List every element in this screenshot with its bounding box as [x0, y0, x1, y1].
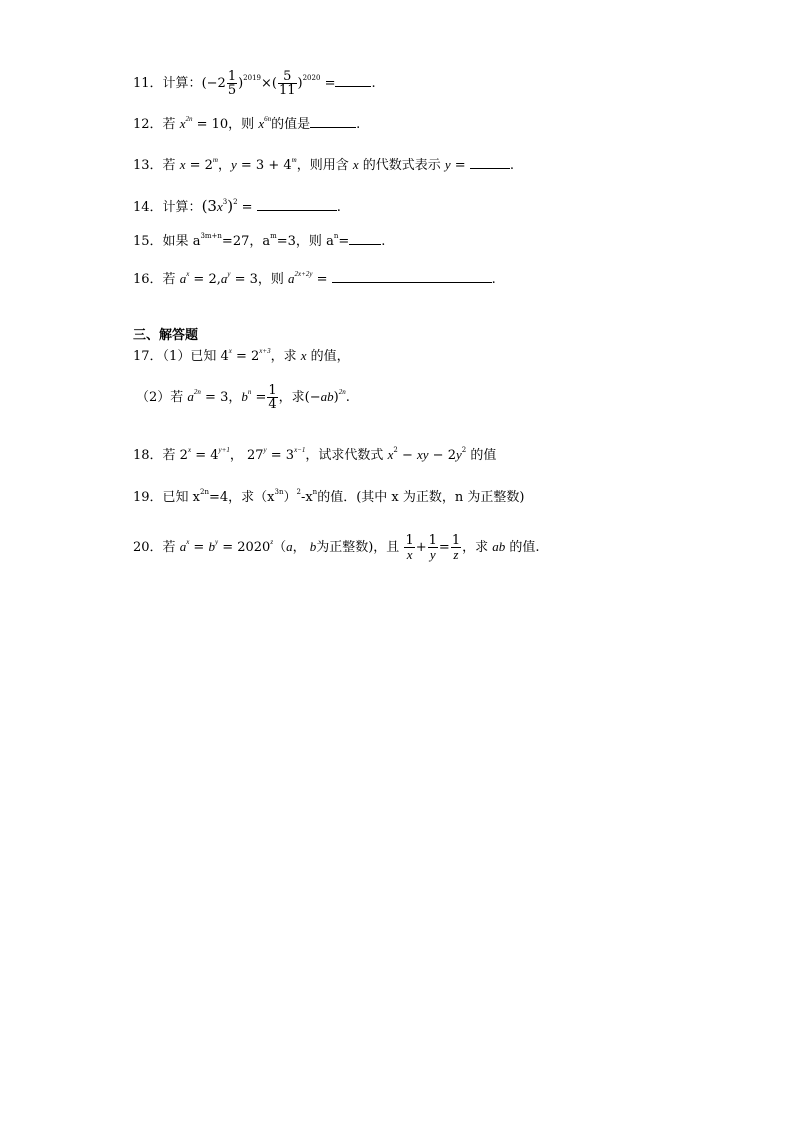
exponent: m [270, 232, 277, 240]
question-text: ， [292, 540, 310, 555]
answer-blank[interactable] [332, 282, 492, 283]
math-term: ) [333, 390, 339, 405]
punctuation: . [509, 158, 514, 173]
fraction-denominator: z [453, 547, 459, 562]
variable: y [230, 157, 237, 172]
math-operator: = [251, 390, 267, 405]
question-text: ，试求代数式 [305, 448, 388, 463]
punctuation: . [491, 272, 496, 287]
fraction-numerator: 1 [451, 533, 461, 548]
variable: a [179, 271, 187, 286]
variable: a [262, 234, 271, 249]
fraction-numerator: 1 [428, 533, 437, 548]
answer-blank[interactable] [310, 127, 356, 128]
exponent: x−1 [294, 446, 306, 454]
fraction [428, 534, 438, 561]
question-text: 的值 [466, 448, 497, 463]
question-12 [133, 117, 360, 131]
question-number: 15． [133, 234, 163, 249]
answer-blank[interactable] [335, 86, 371, 87]
variable: ab [492, 539, 506, 554]
exponent: 6n [264, 115, 272, 123]
exponent: m [291, 156, 297, 164]
fraction-numerator: 1 [268, 383, 277, 398]
exponent: 3 [222, 198, 228, 206]
question-number: 12． [133, 117, 163, 132]
question-text: 计算： [162, 76, 202, 91]
math-term: = 3 + 4 [236, 158, 292, 173]
exponent: 2 [233, 198, 238, 206]
math-term: − 2 [428, 448, 456, 463]
question-number: 19． [133, 490, 163, 505]
question-text: ，求(− [278, 390, 321, 405]
variable: xy [416, 447, 429, 462]
fraction-denominator: 5 [227, 83, 237, 98]
exponent: x+3 [259, 347, 271, 355]
exponent: 2n [193, 388, 201, 396]
question-number: 14． [133, 200, 163, 215]
variable: a [288, 271, 295, 286]
punctuation: . [356, 117, 361, 132]
exponent: 3n [274, 488, 284, 496]
question-text: 的值．(其中 x 为正数，n 为正整数) [317, 490, 525, 505]
section-heading: 三、解答题 [133, 328, 199, 343]
exponent: 2 [296, 488, 301, 496]
fraction [267, 384, 277, 411]
question-text: 的值. [505, 540, 540, 555]
exponent: x [187, 446, 192, 454]
math-operator: = [324, 76, 336, 91]
answer-blank[interactable] [470, 168, 510, 169]
math-term: = 2 [185, 158, 213, 173]
variable: ab [320, 389, 334, 404]
question-text: 若 2 [162, 448, 188, 463]
fraction [227, 70, 237, 97]
math-term: = 2, [189, 272, 221, 287]
variable: x [179, 116, 186, 131]
question-text: （2）若 [136, 390, 188, 405]
exponent: 2 [461, 446, 467, 454]
question-text: 已知 x [162, 490, 201, 505]
exponent: y [227, 270, 231, 278]
variable: b [241, 389, 248, 404]
variable: x [352, 157, 359, 172]
math-term: = 4 [191, 448, 219, 463]
math-operator: ×( [261, 76, 277, 91]
question-text: 计算： [162, 200, 202, 215]
fraction-numerator: 1 [227, 69, 237, 84]
variable: a [286, 539, 293, 554]
math-operator: = [237, 200, 253, 215]
fraction-denominator: 4 [268, 397, 277, 412]
exponent: 2019 [243, 74, 261, 82]
punctuation: ， [217, 158, 231, 173]
punctuation: . [381, 234, 386, 249]
variable: x [179, 157, 186, 172]
variable: a [326, 234, 334, 249]
variable: x [258, 116, 265, 131]
math-term: = 2 [231, 349, 260, 364]
question-17-part-1 [133, 349, 350, 363]
question-text: =4，求（x [208, 490, 275, 505]
question-text: = 10，则 [192, 117, 259, 132]
variable: a [192, 234, 201, 249]
question-number: 11． [133, 76, 163, 91]
math-operator: + [415, 540, 427, 555]
math-operator: = [189, 540, 209, 555]
fraction-denominator: y [429, 547, 436, 562]
punctuation: . [371, 76, 376, 91]
exponent: x [186, 538, 190, 546]
question-11: 11．计算：(−2 $\frac{1}{5}$ )$^{2019}$×( $\frac{5}{11}$ )$^{2020}$ = . [133, 69, 376, 98]
exponent: 2 [393, 446, 398, 454]
variable: x [216, 199, 223, 214]
question-text: ，则用含 [296, 158, 353, 173]
exponent: n [247, 388, 252, 396]
question-13 [133, 158, 514, 172]
question-16 [133, 272, 496, 286]
exponent: 2x+2y [294, 270, 313, 278]
question-text: （1）已知 4 [162, 349, 229, 364]
question-14 [133, 199, 341, 214]
question-text: ） [283, 490, 297, 505]
exponent: x [228, 347, 232, 355]
variable: b [208, 539, 215, 554]
question-text: 若 [162, 158, 180, 173]
question-17-part-2 [136, 384, 350, 411]
answer-blank[interactable] [349, 244, 381, 245]
fraction [404, 534, 414, 561]
question-number: 16． [133, 272, 163, 287]
question-number: 20． [133, 540, 163, 555]
math-operator: = [338, 234, 350, 249]
exponent: z [270, 538, 274, 546]
question-number: 13． [133, 158, 163, 173]
math-term: ， 27 [229, 448, 264, 463]
exponent: n [312, 488, 318, 496]
math-operator: = [450, 158, 466, 173]
math-term: =3，则 [276, 234, 327, 249]
question-15 [133, 232, 386, 249]
answer-blank[interactable] [257, 210, 337, 211]
exponent: 3m+n [200, 232, 222, 240]
question-number: 17． [133, 349, 163, 364]
question-text: ，求 [270, 349, 301, 364]
question-text: 的值是 [271, 117, 311, 132]
fraction-denominator: x [406, 547, 413, 562]
math-term: = 2020 [218, 540, 271, 555]
question-text: 若 [162, 117, 180, 132]
variable: x [387, 447, 394, 462]
fraction-numerator: 5 [278, 70, 297, 84]
math-operator: = [312, 272, 328, 287]
exponent: 2n [185, 115, 193, 123]
variable: a [220, 271, 228, 286]
exponent: n [333, 232, 339, 240]
variable: y [455, 447, 462, 462]
exponent: x [186, 270, 190, 278]
variable: y [444, 157, 451, 172]
question-text: ，求 [462, 540, 493, 555]
math-operator: = [438, 540, 450, 555]
variable: b [309, 539, 317, 554]
fraction [451, 534, 461, 561]
question-text: 如果 [162, 234, 193, 249]
exponent: y [263, 446, 267, 454]
question-text: 若 [162, 540, 180, 555]
math-term: (−2 [201, 76, 226, 91]
math-term: =27， [221, 234, 263, 249]
variable: a [187, 389, 194, 404]
question-text: （ [273, 540, 287, 555]
question-19 [133, 488, 525, 505]
math-term: = 3，则 [230, 272, 289, 287]
exponent: 2n [338, 388, 346, 396]
math-operator: − [397, 448, 417, 463]
question-number: 18． [133, 448, 163, 463]
question-text: 若 [162, 272, 180, 287]
question-20 [133, 534, 540, 561]
exponent: m [212, 156, 218, 164]
variable: a [179, 539, 187, 554]
question-18 [133, 448, 496, 462]
fraction-denominator: 11 [278, 83, 296, 98]
exponent: y [214, 538, 219, 546]
math-term: = 3， [200, 390, 242, 405]
question-text: 为正整数)，且 [316, 540, 404, 555]
question-text: 的值， [306, 349, 350, 364]
punctuation: . [345, 390, 350, 405]
punctuation: . [336, 200, 341, 215]
math-term: ) [227, 197, 234, 215]
question-text: -x [300, 490, 313, 505]
exponent: y+1 [218, 446, 230, 454]
fraction [278, 70, 297, 97]
variable: x [300, 348, 307, 363]
math-term: = 3 [266, 448, 295, 463]
question-text: 的代数式表示 [358, 158, 445, 173]
fraction-numerator: 1 [405, 533, 414, 548]
exponent: 2020 [302, 74, 321, 82]
math-term: (3 [201, 197, 217, 215]
exponent: 2n [200, 488, 209, 496]
